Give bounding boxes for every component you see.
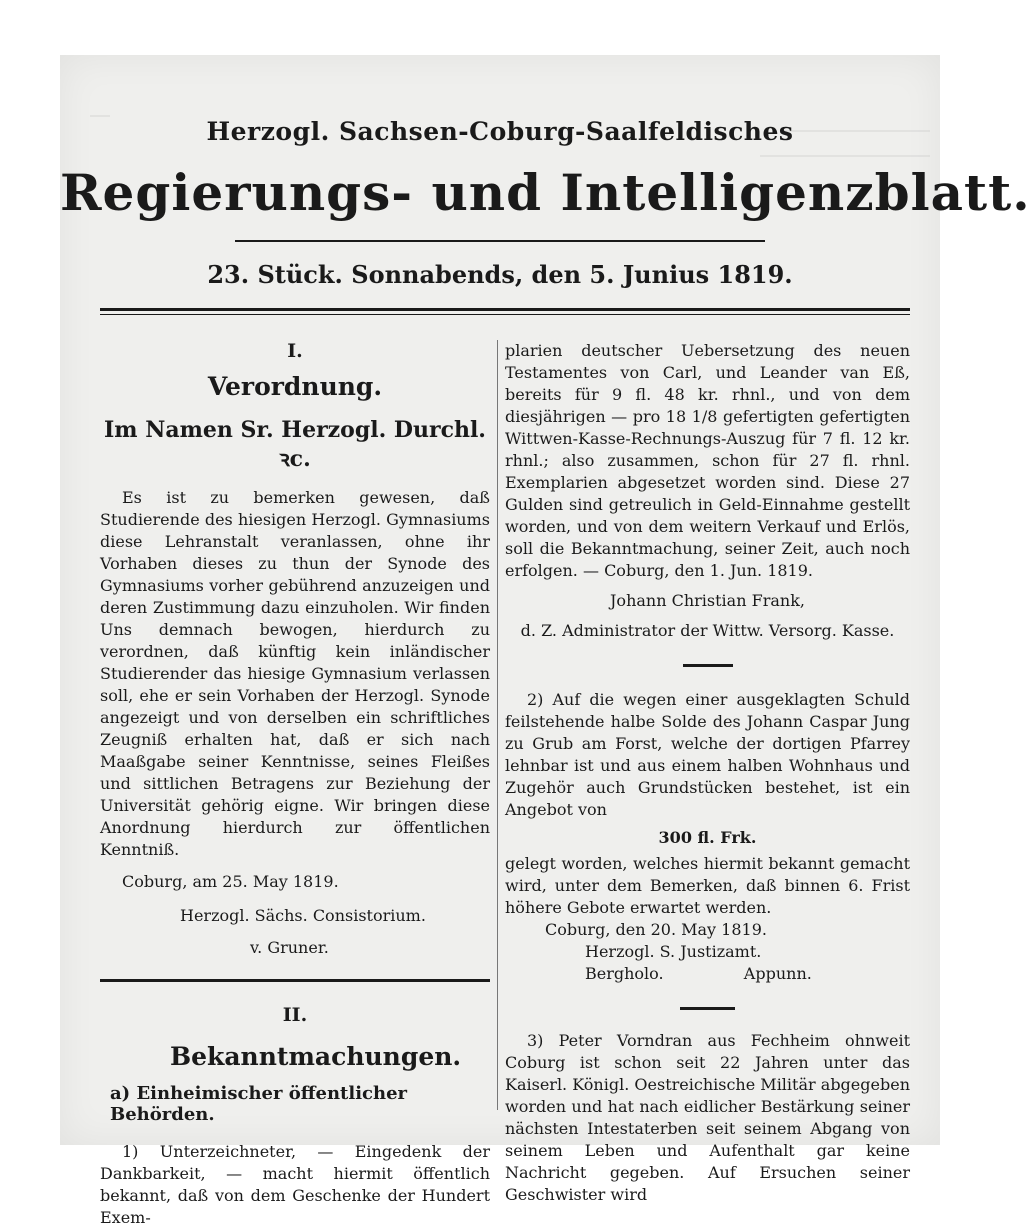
notice-signer-title: d. Z. Administrator der Wittw. Versorg. Kasse. bbox=[520, 621, 895, 640]
masthead-rule bbox=[235, 240, 765, 242]
section-subtitle: a) Einheimischer öffentlicher Behörden. bbox=[110, 1083, 408, 1125]
notice-amount: 300 fl. Frk. bbox=[658, 828, 757, 847]
section-divider bbox=[100, 979, 490, 982]
notice-authority: Herzogl. S. Justizamt. bbox=[585, 942, 762, 961]
section-title: Bekanntmachungen. bbox=[170, 1042, 462, 1071]
notice-divider bbox=[680, 1007, 735, 1010]
masthead-subtitle: Herzogl. Sachsen-Coburg-Saalfeldisches bbox=[206, 117, 794, 146]
right-column bbox=[505, 340, 910, 1206]
section-subtitle: Im Namen Sr. Herzogl. Durchl. ꝛc. bbox=[104, 417, 486, 472]
ordinance-signer: v. Gruner. bbox=[250, 938, 329, 957]
column-divider bbox=[497, 340, 498, 1110]
masthead-title: Regierungs- und Intelligenzblatt. bbox=[60, 163, 1031, 222]
notice-signer: Appunn. bbox=[743, 964, 812, 983]
section-title: Verordnung. bbox=[207, 372, 383, 401]
bleed-through-mark bbox=[760, 155, 930, 157]
header-double-rule-top bbox=[100, 308, 910, 311]
section-number: II. bbox=[282, 1004, 308, 1026]
notice-signer: Johann Christian Frank, bbox=[610, 591, 805, 610]
issue-line: 23. Stück. Sonnabends, den 5. Junius 1819. bbox=[207, 260, 793, 289]
notice-signers bbox=[505, 963, 910, 985]
notice-text: 1) Unterzeichneter, — Eingedenk der Dankbarkeit, — macht hiermit öffentlich bekannt, daß von dem Geschenke der Hundert Exem- bbox=[100, 1142, 490, 1227]
notice-text: plarien deutscher Uebersetzung des neuen Testamentes von Carl, und Leander van Eß, bereits für 9 fl. 48 kr. rhnl., und von dem diesjährigen — pro 18 1/8 gefertigten gefertigten Wittwen-Kasse-Rechnungs-Auszug für 7 fl. 12 kr. rhnl.; also zusammen, schon für 27 fl. rhnl. Exemplarien abgesetzet worden sind. Diese 27 Gulden sind getreulich in Geld-Einnahme gestellt worden, und von dem weitern Verkauf und Erlös, soll die Bekanntmachung, seiner Zeit, auch noch erfolgen. — Coburg, den 1. Jun. 1819. bbox=[505, 341, 910, 580]
newspaper-page bbox=[60, 55, 1031, 1227]
notice-text: gelegt worden, welches hiermit bekannt gemacht wird, unter dem Bemerken, daß binnen 6. Frist höhere Gebote erwartet werden. bbox=[505, 854, 910, 917]
notice-divider bbox=[683, 664, 733, 667]
ordinance-authority: Herzogl. Sächs. Consistorium. bbox=[180, 906, 426, 925]
notice-signer: Bergholo. bbox=[585, 964, 664, 983]
left-column bbox=[100, 340, 490, 1229]
notice-text: 3) Peter Vorndran aus Fechheim ohnweit Coburg ist schon seit 22 Jahren unter das Kaiserl. Königl. Oestreichische Militär abgegeben worden und hat nach eidlicher Bestärkung seiner nächsten Intestaterben seit seinem Abgang von seinem Leben und Aufenthalt gar keine Nachricht gegeben. Auf Ersuchen seiner Geschwister wird bbox=[505, 1031, 910, 1204]
notice-text: 2) Auf die wegen einer ausgeklagten Schuld feilstehende halbe Solde des Johann Caspar Jung zu Grub am Forst, welche der dortigen Pfarrey lehnbar ist und aus einem halben Wohnhaus und Zugehör auch Grundstücken bestehet, ist ein Angebot von bbox=[505, 690, 910, 819]
notice-place-date: Coburg, den 20. May 1819. bbox=[545, 920, 767, 939]
ordinance-text: Es ist zu bemerken gewesen, daß Studierende des hiesigen Herzogl. Gymnasiums diese Lehranstalt veranlassen, ohne ihr Vorhaben dieses zu thun der Synode des Gymnasiums vorher gebührend anzuzeigen und deren Zustimmung dazu einzuholen. Wir finden Uns demnach bewogen, hierdurch zu verordnen, daß künftig kein inländischer Studierender das hiesige Gymnasium verlassen soll, ehe er sein Vorhaben der Herzogl. Synode angezeigt und von derselben ein schriftliches Zeugniß erhalten hat, daß er sich nach Maaßgabe seiner Kenntnisse, seines Fleißes und sittlichen Betragens zur Beziehung der Universität gehörig eigne. Wir bringen diese Anordnung hierdurch zur öffentlichen Kenntniß. bbox=[100, 488, 490, 859]
section-number: I. bbox=[287, 340, 303, 362]
ordinance-place-date: Coburg, am 25. May 1819. bbox=[122, 872, 339, 891]
header-double-rule-bottom bbox=[100, 314, 910, 315]
